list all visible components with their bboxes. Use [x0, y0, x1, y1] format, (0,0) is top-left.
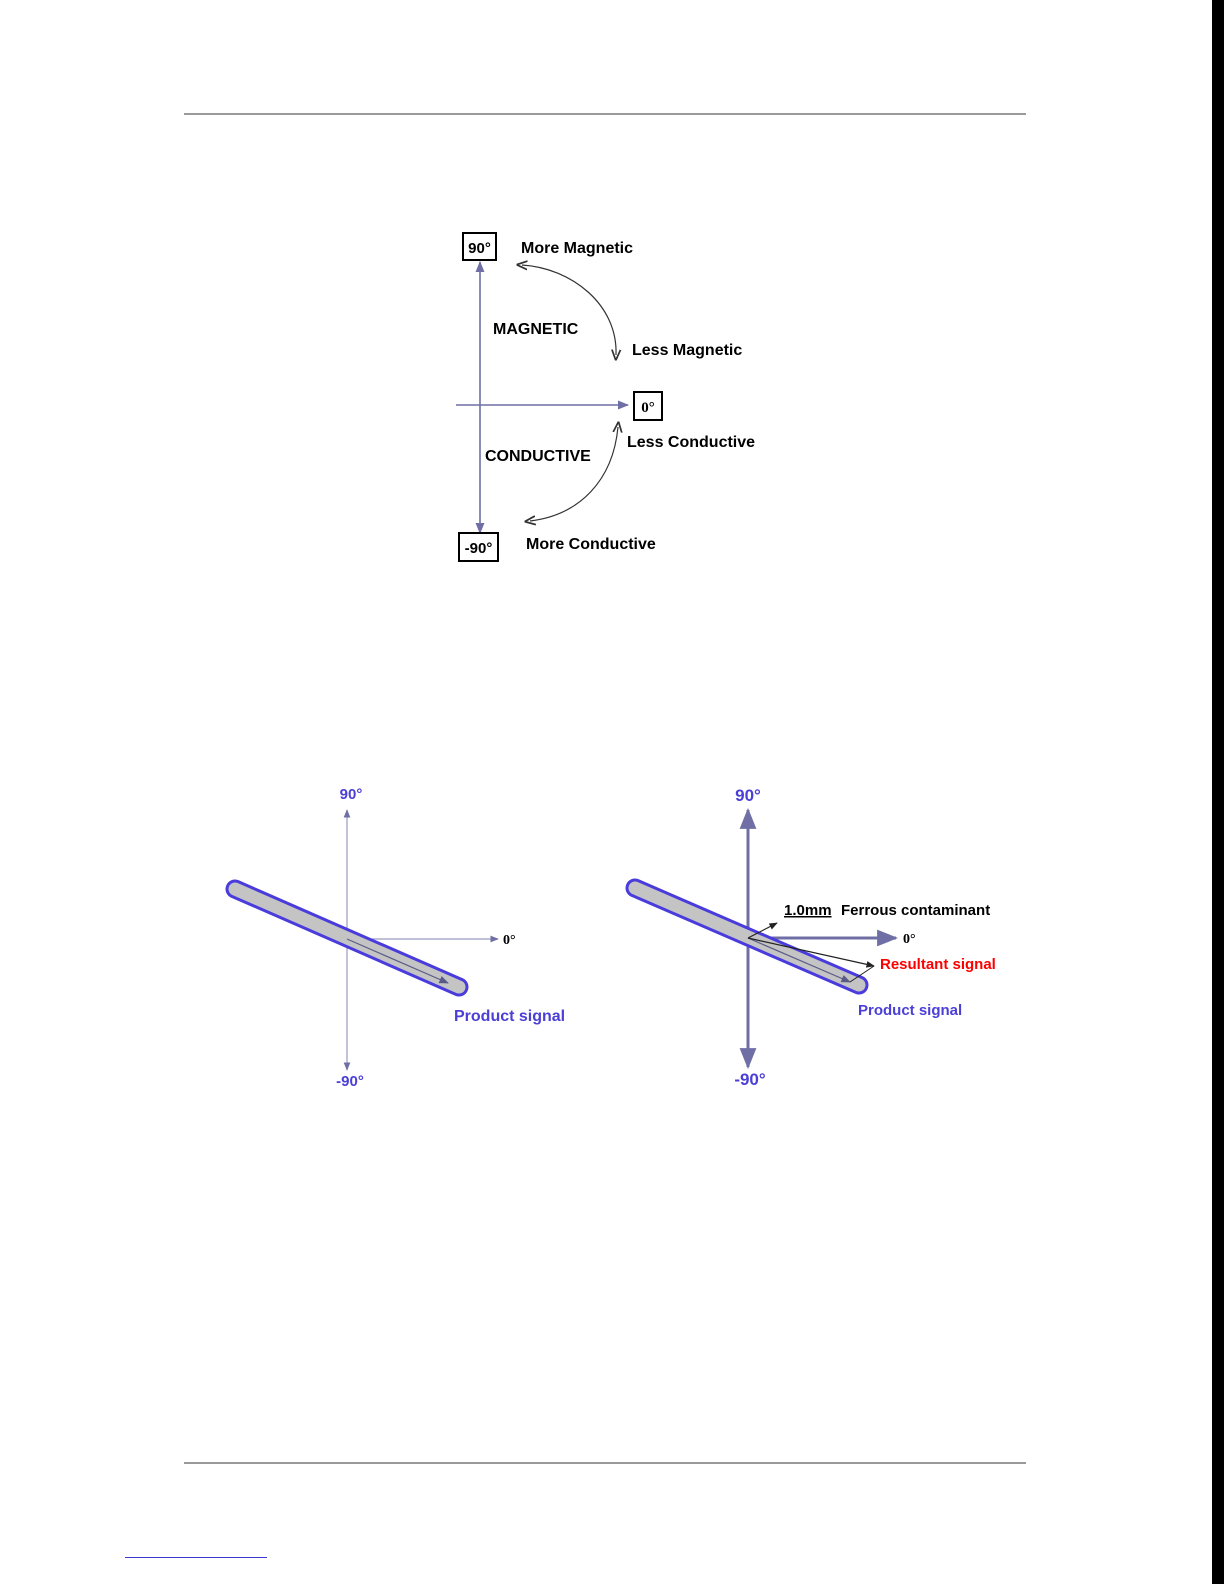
product-signal-vector [347, 939, 448, 983]
label-0: 0° [641, 400, 655, 416]
more-conductive-label: More Conductive [526, 536, 656, 553]
product-signal-diagram [235, 786, 565, 1090]
conductive-curve-arrow [530, 427, 618, 521]
label-90: 90° [468, 240, 491, 257]
product-signal-vector [748, 938, 850, 982]
contaminant-label: Ferrous contaminant [841, 902, 991, 919]
resultant-signal-diagram [635, 786, 996, 1089]
contaminant-size-label: 1.0mm [784, 902, 832, 919]
label-minus90: -90° [336, 1073, 364, 1090]
magnetic-curve-arrow [522, 265, 616, 355]
label-minus90: -90° [464, 540, 493, 557]
less-magnetic-label: Less Magnetic [632, 342, 743, 359]
phase-diagram [456, 233, 755, 561]
product-signal-label: Product signal [858, 1002, 963, 1019]
product-signal-label: Product signal [454, 1008, 566, 1025]
label-90: 90° [735, 786, 761, 805]
resultant-signal-label: Resultant signal [880, 956, 996, 973]
less-conductive-label: Less Conductive [627, 434, 756, 451]
magnetic-label: MAGNETIC [493, 321, 579, 338]
label-90: 90° [339, 786, 363, 803]
label-0: 0° [903, 932, 916, 947]
more-magnetic-label: More Magnetic [521, 240, 634, 257]
conductive-label: CONDUCTIVE [485, 448, 591, 465]
label-minus90: -90° [734, 1070, 766, 1089]
label-0: 0° [503, 933, 516, 948]
